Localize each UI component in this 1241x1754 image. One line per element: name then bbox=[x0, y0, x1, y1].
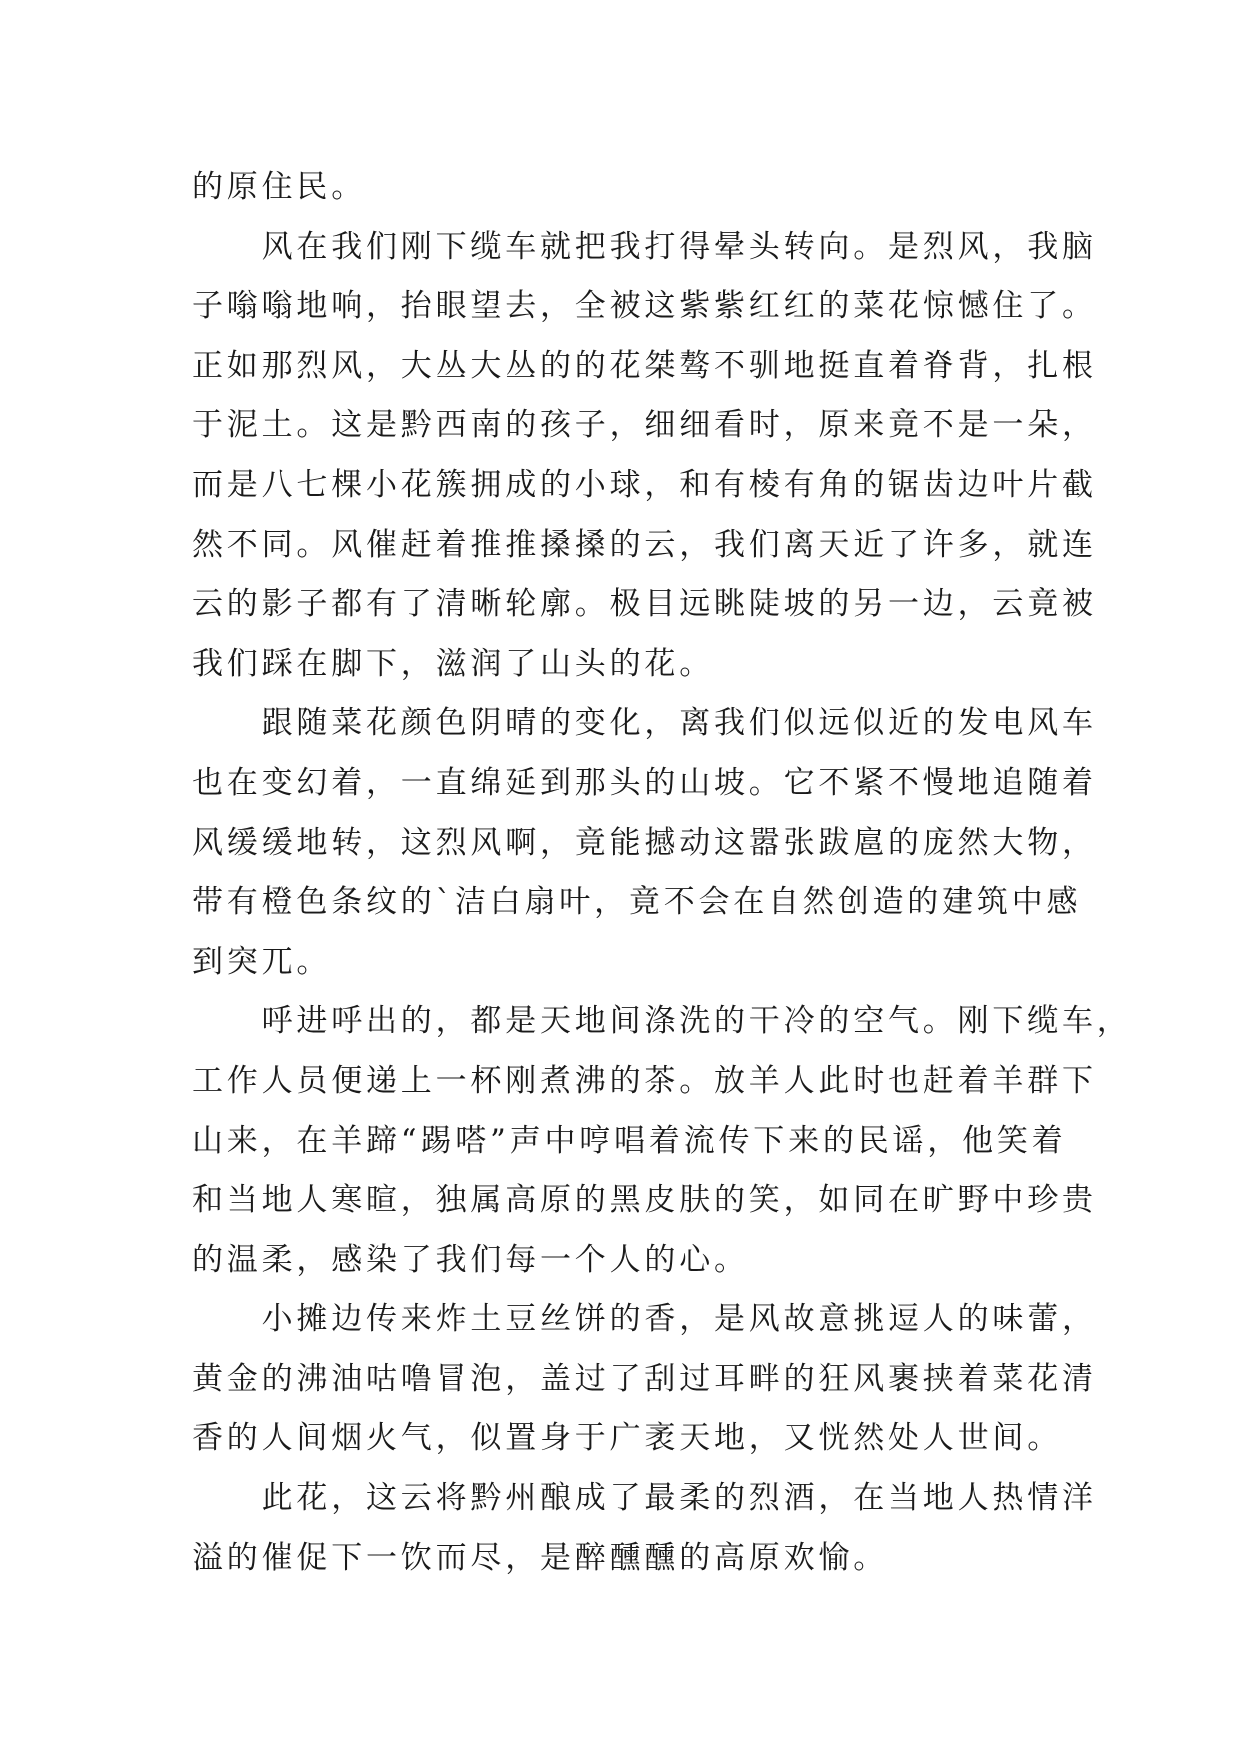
text-line: 到突兀。 bbox=[192, 943, 332, 980]
text-line: 此花，这云将黔州酿成了最柔的烈酒，在当地人热情洋 bbox=[192, 1480, 1097, 1517]
text-line: 的温柔，感染了我们每一个人的心。 bbox=[192, 1241, 749, 1278]
text-line: 黄金的沸油咕噜冒泡，盖过了刮过耳畔的狂风裹挟着菜花清 bbox=[192, 1360, 1097, 1397]
text-line: 香的人间烟火气，似置身于广袤天地，又恍然处人世间。 bbox=[192, 1420, 1062, 1457]
text-line: 正如那烈风，大丛大丛的的花桀骜不驯地挺直着脊背，扎根 bbox=[192, 347, 1097, 384]
document-body bbox=[192, 158, 1132, 1588]
text-line: 风缓缓地转，这烈风啊，竟能撼动这嚣张跋扈的庞然大物， bbox=[192, 824, 1097, 861]
text-line: 带有橙色条纹的`洁白扇叶，竟不会在自然创造的建筑中感 bbox=[192, 884, 1082, 921]
text-line: 和当地人寒暄，独属高原的黑皮肤的笑，如同在旷野中珍贵 bbox=[192, 1182, 1097, 1219]
text-line: 云的影子都有了清晰轮廓。极目远眺陡坡的另一边，云竟被 bbox=[192, 586, 1097, 623]
text-line: 于泥土。这是黔西南的孩子，细细看时，原来竟不是一朵， bbox=[192, 407, 1097, 444]
text-line: 的原住民。 bbox=[192, 169, 366, 205]
text-line: 然不同。风催赶着推推搡搡的云，我们离天近了许多，就连 bbox=[192, 526, 1097, 563]
text-line: 呼进呼出的，都是天地间涤洗的干冷的空气。刚下缆车， bbox=[192, 1003, 1132, 1040]
text-line: 山来，在羊蹄“踢嗒”声中哼唱着流传下来的民谣，他笑着 bbox=[192, 1122, 1067, 1159]
text-line: 溢的催促下一饮而尽，是醉醺醺的高原欢愉。 bbox=[192, 1539, 888, 1576]
text-line: 子嗡嗡地响，抬眼望去，全被这紫紫红红的菜花惊憾住了。 bbox=[192, 288, 1097, 325]
text-line: 工作人员便递上一杯刚煮沸的茶。放羊人此时也赶着羊群下 bbox=[192, 1062, 1097, 1099]
text-line: 小摊边传来炸土豆丝饼的香，是风故意挑逗人的味蕾， bbox=[192, 1301, 1097, 1338]
text-line: 跟随菜花颜色阴晴的变化，离我们似远似近的发电风车 bbox=[192, 705, 1097, 742]
text-line: 我们踩在脚下，滋润了山头的花。 bbox=[192, 645, 714, 682]
text-line: 也在变幻着，一直绵延到那头的山坡。它不紧不慢地追随着 bbox=[192, 764, 1097, 801]
text-line: 风在我们刚下缆车就把我打得晕头转向。是烈风，我脑 bbox=[192, 228, 1097, 265]
text-line: 而是八七棵小花簇拥成的小球，和有棱有角的锯齿边叶片截 bbox=[192, 466, 1097, 503]
